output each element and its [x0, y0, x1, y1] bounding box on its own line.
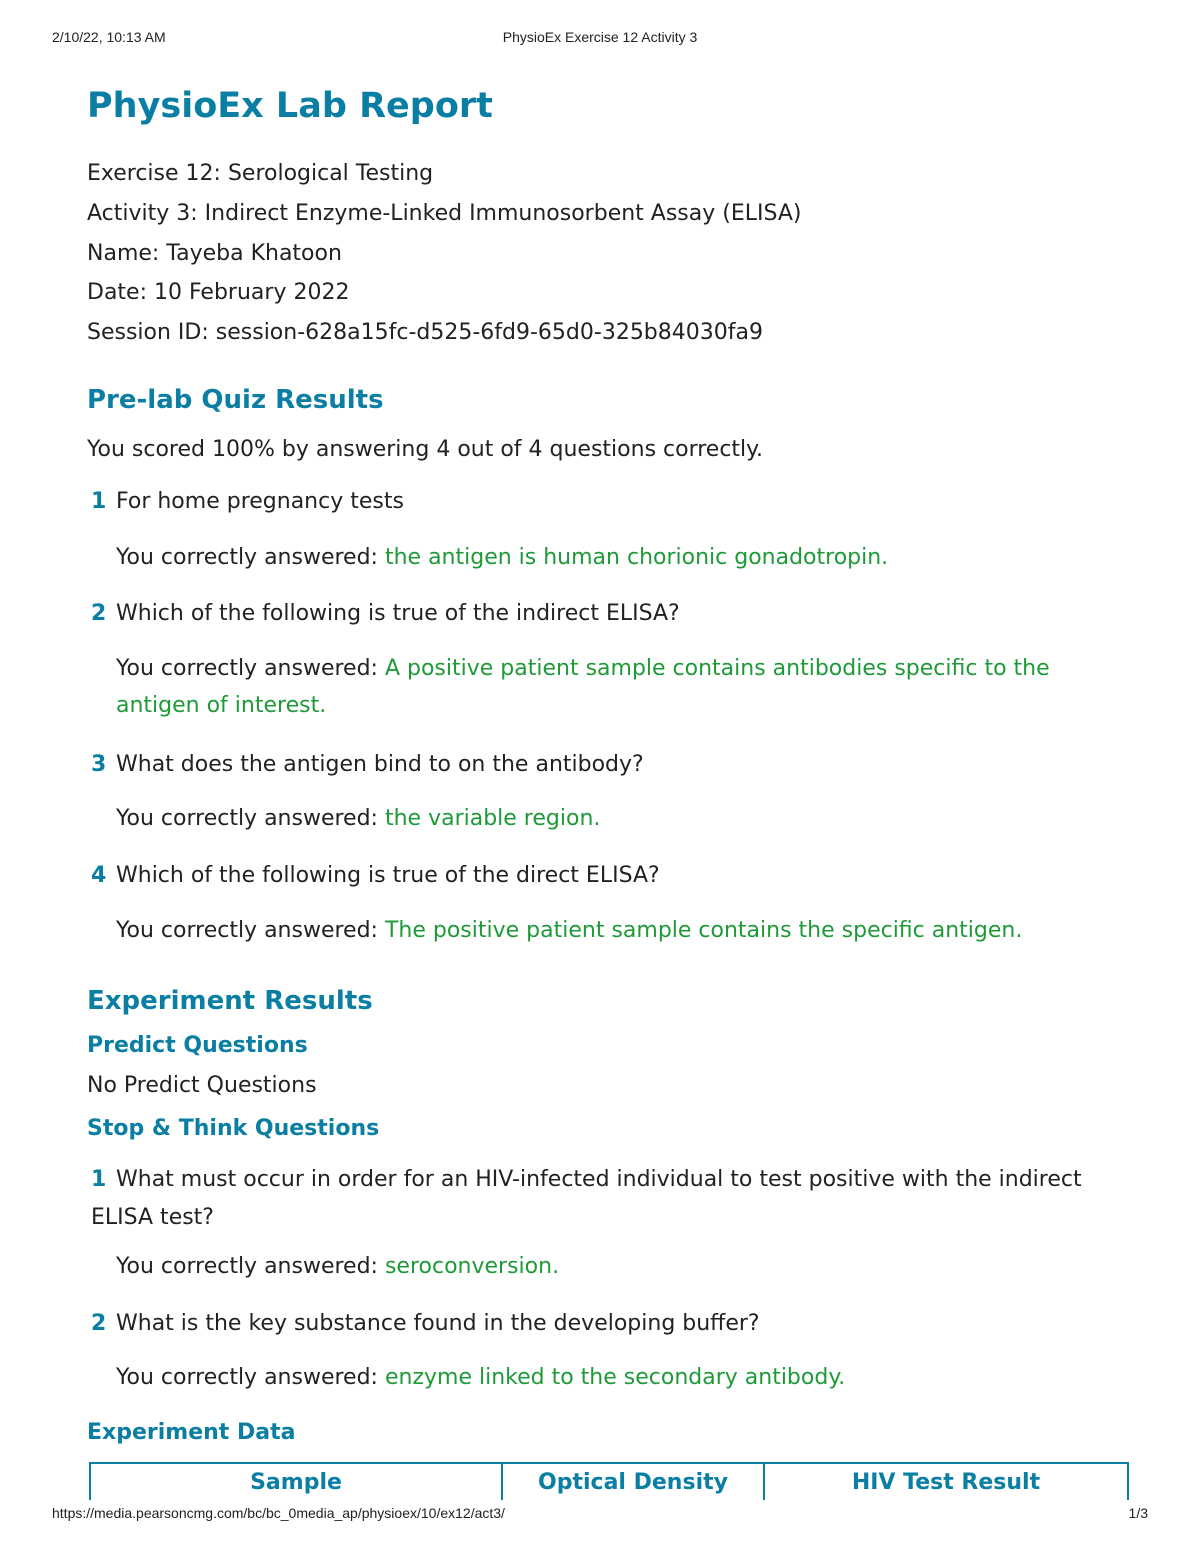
session-line: Session ID: session-628a15fc-d525-6fd9-65d0-325b84030fa9 [87, 320, 763, 345]
prelab-question [91, 863, 660, 888]
column-header-optical-density: Optical Density [502, 1463, 764, 1500]
name-line: Name: Tayeba Khatoon [87, 241, 342, 266]
answer-text: the variable region. [384, 806, 601, 831]
question-number: 4 [91, 863, 107, 888]
stop-think-heading: Stop & Think Questions [87, 1116, 380, 1141]
answer-text: The positive patient sample contains the specific antigen. [384, 918, 1023, 943]
column-header-sample: Sample [90, 1463, 502, 1500]
answer-prefix: You correctly answered: [116, 918, 378, 943]
answer-prefix: You correctly answered: [116, 806, 378, 831]
predict-text: No Predict Questions [87, 1073, 317, 1098]
question-number: 2 [91, 601, 107, 626]
question-number: 1 [91, 489, 107, 514]
answer-prefix: You correctly answered: [116, 656, 378, 681]
predict-heading: Predict Questions [87, 1033, 308, 1058]
print-title: PhysioEx Exercise 12 Activity 3 [502, 29, 698, 45]
question-number: 3 [91, 752, 107, 777]
experiment-heading: Experiment Results [87, 986, 373, 1016]
experiment-data-table [89, 1462, 1129, 1500]
stop-think-question [91, 1161, 1091, 1237]
date-line: Date: 10 February 2022 [87, 280, 350, 305]
prelab-question [91, 601, 680, 626]
question-text: Which of the following is true of the indirect ELISA? [116, 601, 680, 626]
exercise-line: Exercise 12: Serological Testing [87, 161, 434, 186]
print-datetime: 2/10/22, 10:13 AM [52, 29, 166, 45]
answer-text: enzyme linked to the secondary antibody. [384, 1365, 846, 1390]
question-text: Which of the following is true of the direct ELISA? [116, 863, 660, 888]
table-header-row [90, 1463, 1128, 1500]
prelab-answer [116, 539, 1136, 576]
page-number: 1/3 [1128, 1505, 1148, 1521]
experiment-data-heading: Experiment Data [87, 1420, 296, 1445]
prelab-answer [116, 800, 1136, 837]
prelab-answer [116, 912, 1136, 949]
answer-prefix: You correctly answered: [116, 545, 378, 570]
print-url-link[interactable]: https://media.pearsoncmg.com/bc/bc_0media_ap/physioex/10/ex12/act3/ [52, 1505, 505, 1521]
question-number: 2 [91, 1311, 107, 1336]
prelab-score: You scored 100% by answering 4 out of 4 questions correctly. [87, 437, 764, 462]
print-header [52, 29, 1148, 49]
stop-think-question [91, 1311, 760, 1336]
answer-text: the antigen is human chorionic gonadotropin. [384, 545, 889, 570]
answer-prefix: You correctly answered: [116, 1254, 378, 1279]
answer-prefix: You correctly answered: [116, 1365, 378, 1390]
question-text: What is the key substance found in the developing buffer? [116, 1311, 760, 1336]
prelab-question [91, 489, 404, 514]
question-text: What does the antigen bind to on the antibody? [116, 752, 644, 777]
question-number: 1 [91, 1167, 107, 1192]
column-header-hiv-test-result: HIV Test Result [764, 1463, 1128, 1500]
prelab-heading: Pre-lab Quiz Results [87, 385, 384, 415]
question-text: What must occur in order for an HIV-infected individual to test positive with the indirect ELISA test? [91, 1167, 1082, 1230]
answer-text: A positive patient sample contains antibodies specific to the antigen of interest. [116, 656, 1050, 718]
print-footer [52, 1505, 1148, 1525]
activity-line: Activity 3: Indirect Enzyme-Linked Immunosorbent Assay (ELISA) [87, 201, 802, 226]
prelab-question [91, 752, 644, 777]
report-title: PhysioEx Lab Report [87, 86, 493, 126]
stop-think-answer [116, 1248, 1136, 1285]
answer-text: seroconversion. [384, 1254, 560, 1279]
question-text: For home pregnancy tests [116, 489, 404, 514]
stop-think-answer [116, 1359, 1136, 1396]
prelab-answer [116, 650, 1136, 724]
